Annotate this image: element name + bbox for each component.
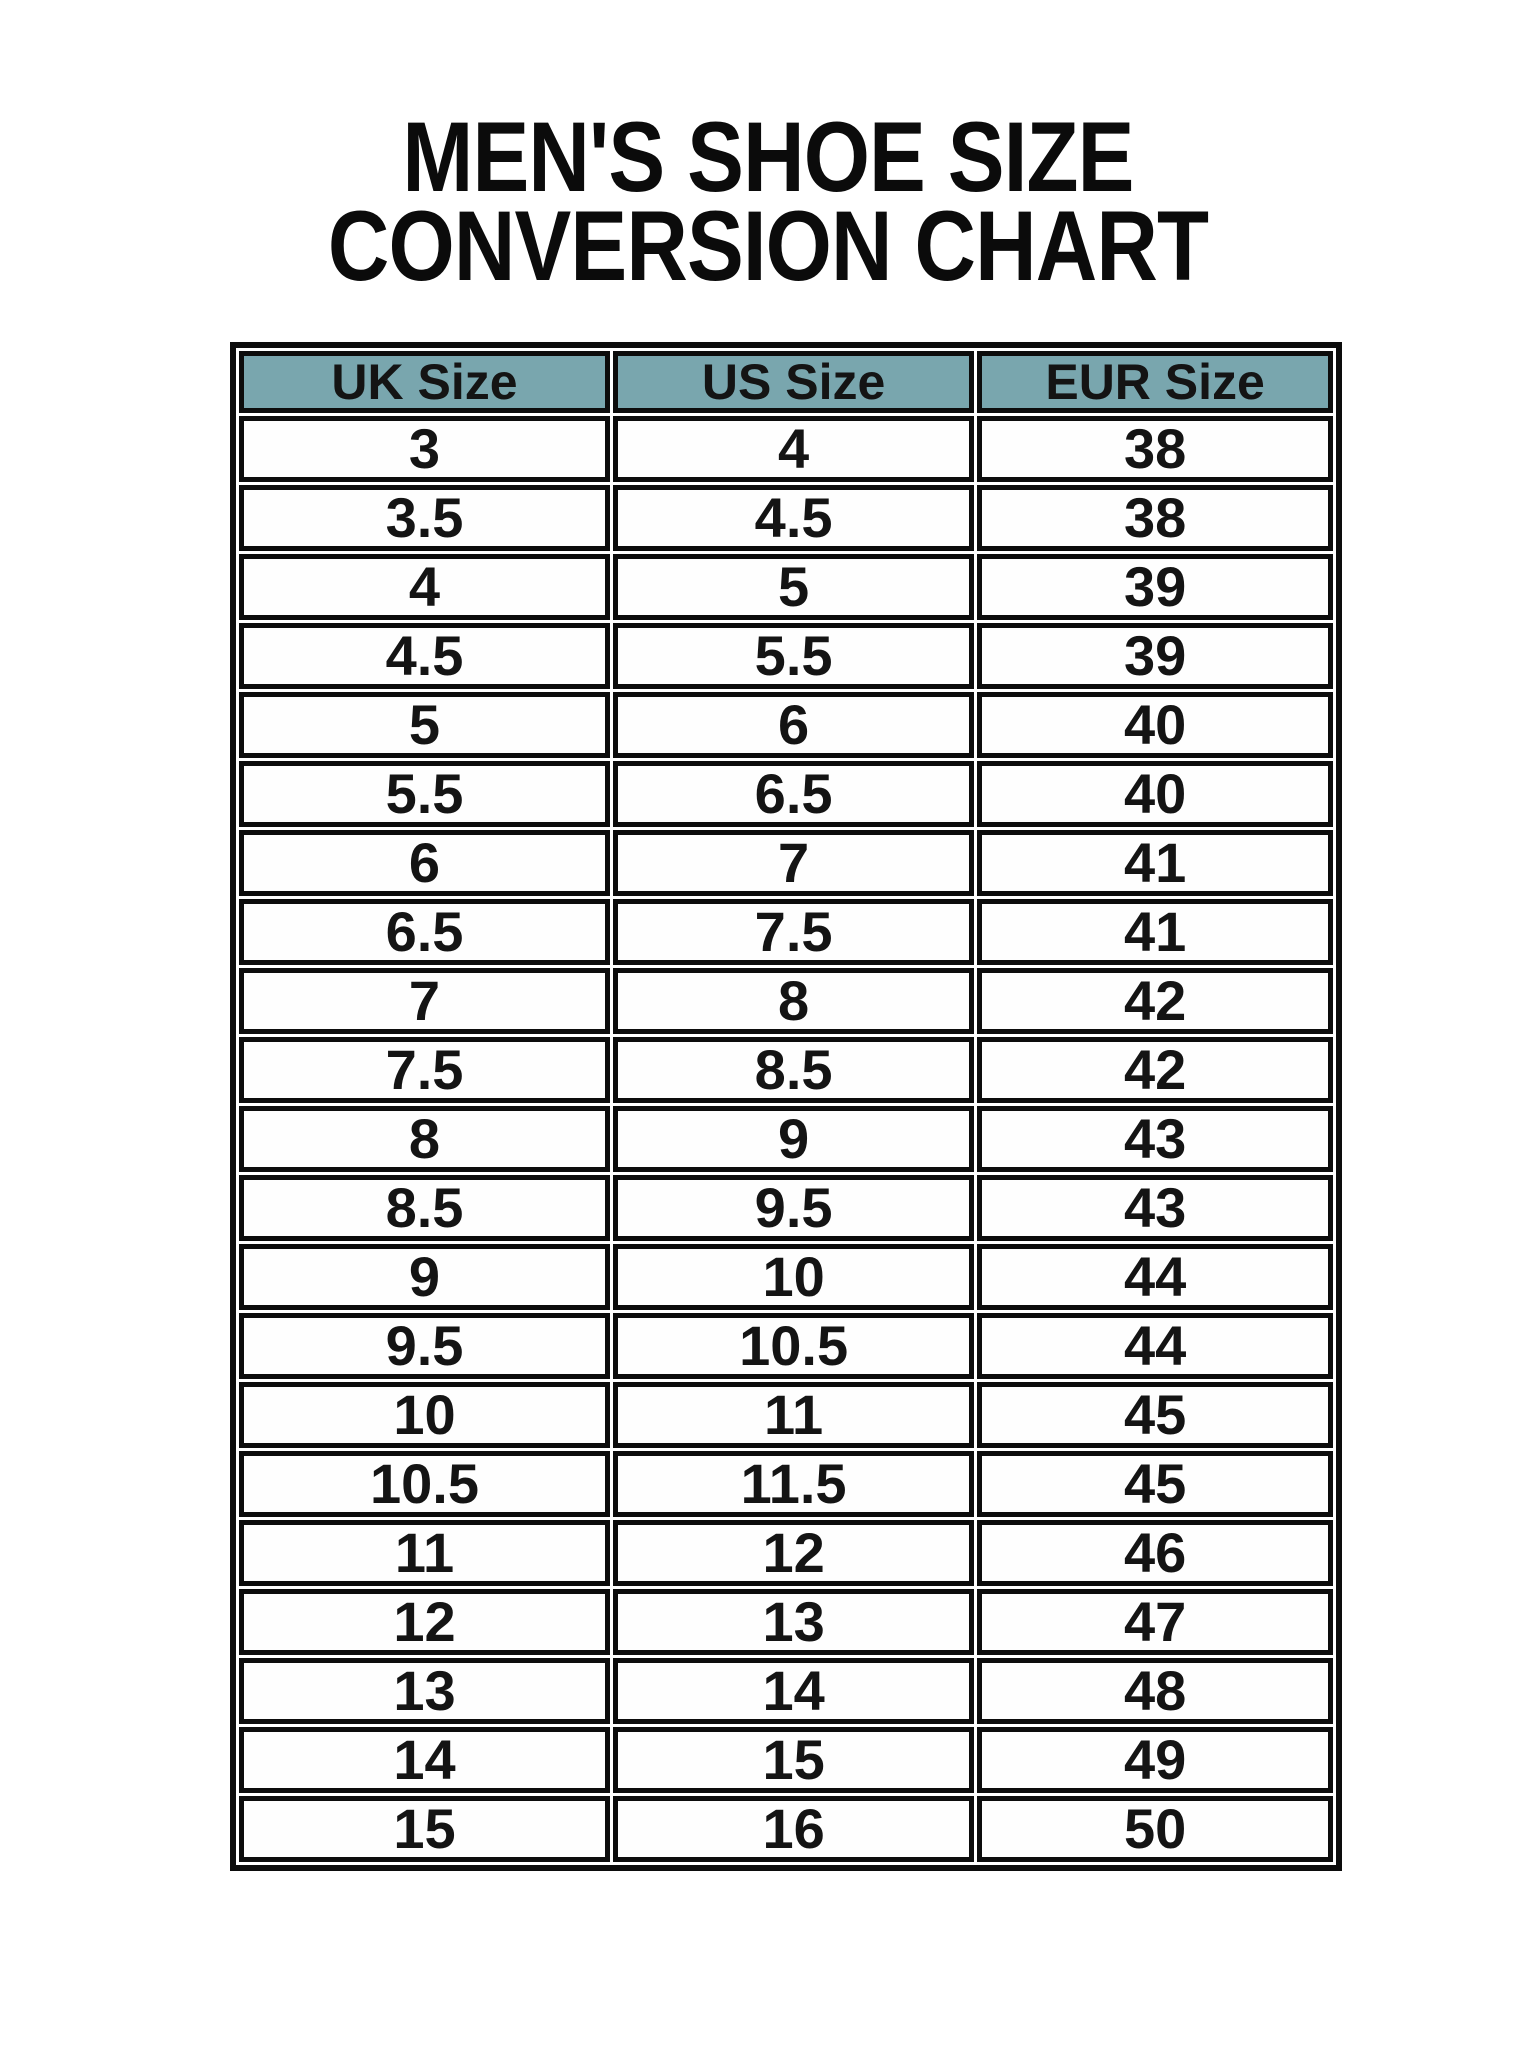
cell-us-size: 10: [613, 1244, 974, 1310]
table-row: [239, 1520, 1333, 1586]
cell-uk-size: 10.5: [239, 1451, 610, 1517]
cell-us-size: 4.5: [613, 485, 974, 551]
cell-uk-size: 4.5: [239, 623, 610, 689]
cell-eur-size: 41: [977, 899, 1333, 965]
cell-uk-size: 9: [239, 1244, 610, 1310]
cell-eur-size: 42: [977, 1037, 1333, 1103]
cell-eur-size: 45: [977, 1382, 1333, 1448]
cell-us-size: 14: [613, 1658, 974, 1724]
cell-us-size: 12: [613, 1520, 974, 1586]
cell-eur-size: 45: [977, 1451, 1333, 1517]
cell-eur-size: 41: [977, 830, 1333, 896]
cell-eur-size: 38: [977, 485, 1333, 551]
cell-eur-size: 43: [977, 1106, 1333, 1172]
cell-us-size: 13: [613, 1589, 974, 1655]
cell-us-size: 15: [613, 1727, 974, 1793]
cell-eur-size: 47: [977, 1589, 1333, 1655]
table-row: [239, 1037, 1333, 1103]
cell-uk-size: 15: [239, 1796, 610, 1862]
cell-uk-size: 12: [239, 1589, 610, 1655]
table-row: [239, 1451, 1333, 1517]
column-header-us-size: US Size: [613, 351, 974, 413]
table-row: [239, 1796, 1333, 1862]
cell-uk-size: 7.5: [239, 1037, 610, 1103]
table-body: [239, 416, 1333, 1862]
column-header-uk-size: UK Size: [239, 351, 610, 413]
cell-uk-size: 8.5: [239, 1175, 610, 1241]
cell-uk-size: 8: [239, 1106, 610, 1172]
cell-us-size: 4: [613, 416, 974, 482]
cell-us-size: 5.5: [613, 623, 974, 689]
cell-uk-size: 13: [239, 1658, 610, 1724]
cell-uk-size: 5: [239, 692, 610, 758]
cell-eur-size: 49: [977, 1727, 1333, 1793]
shoe-size-conversion-table: [230, 342, 1342, 1871]
table-row: [239, 899, 1333, 965]
table-row: [239, 761, 1333, 827]
page-title-line2: CONVERSION CHART: [327, 190, 1209, 301]
table-row: [239, 1727, 1333, 1793]
cell-eur-size: 40: [977, 692, 1333, 758]
table-row: [239, 692, 1333, 758]
cell-eur-size: 44: [977, 1313, 1333, 1379]
cell-us-size: 6.5: [613, 761, 974, 827]
table-row: [239, 968, 1333, 1034]
cell-uk-size: 6.5: [239, 899, 610, 965]
table-row: [239, 1175, 1333, 1241]
page-title-line1: MEN'S SHOE SIZE: [402, 101, 1134, 212]
cell-us-size: 7.5: [613, 899, 974, 965]
cell-us-size: 9.5: [613, 1175, 974, 1241]
cell-uk-size: 11: [239, 1520, 610, 1586]
cell-us-size: 16: [613, 1796, 974, 1862]
cell-uk-size: 4: [239, 554, 610, 620]
cell-eur-size: 44: [977, 1244, 1333, 1310]
cell-uk-size: 3.5: [239, 485, 610, 551]
cell-us-size: 10.5: [613, 1313, 974, 1379]
table-row: [239, 416, 1333, 482]
table-row: [239, 830, 1333, 896]
column-header-eur-size: EUR Size: [977, 351, 1333, 413]
cell-eur-size: 40: [977, 761, 1333, 827]
table-row: [239, 1313, 1333, 1379]
cell-eur-size: 46: [977, 1520, 1333, 1586]
cell-us-size: 9: [613, 1106, 974, 1172]
cell-uk-size: 6: [239, 830, 610, 896]
table-row: [239, 554, 1333, 620]
cell-us-size: 6: [613, 692, 974, 758]
cell-eur-size: 38: [977, 416, 1333, 482]
table-row: [239, 1106, 1333, 1172]
cell-us-size: 11.5: [613, 1451, 974, 1517]
cell-eur-size: 50: [977, 1796, 1333, 1862]
cell-eur-size: 42: [977, 968, 1333, 1034]
table-row: [239, 1658, 1333, 1724]
table-row: [239, 1382, 1333, 1448]
cell-eur-size: 39: [977, 623, 1333, 689]
table-header-row: [239, 351, 1333, 413]
cell-eur-size: 39: [977, 554, 1333, 620]
cell-uk-size: 7: [239, 968, 610, 1034]
cell-us-size: 11: [613, 1382, 974, 1448]
cell-uk-size: 14: [239, 1727, 610, 1793]
cell-eur-size: 48: [977, 1658, 1333, 1724]
cell-us-size: 8: [613, 968, 974, 1034]
cell-us-size: 8.5: [613, 1037, 974, 1103]
table-row: [239, 485, 1333, 551]
cell-uk-size: 3: [239, 416, 610, 482]
cell-us-size: 7: [613, 830, 974, 896]
cell-us-size: 5: [613, 554, 974, 620]
table-row: [239, 1244, 1333, 1310]
table-row: [239, 1589, 1333, 1655]
cell-uk-size: 9.5: [239, 1313, 610, 1379]
table-row: [239, 623, 1333, 689]
cell-eur-size: 43: [977, 1175, 1333, 1241]
cell-uk-size: 10: [239, 1382, 610, 1448]
page-title: [0, 101, 1536, 301]
cell-uk-size: 5.5: [239, 761, 610, 827]
